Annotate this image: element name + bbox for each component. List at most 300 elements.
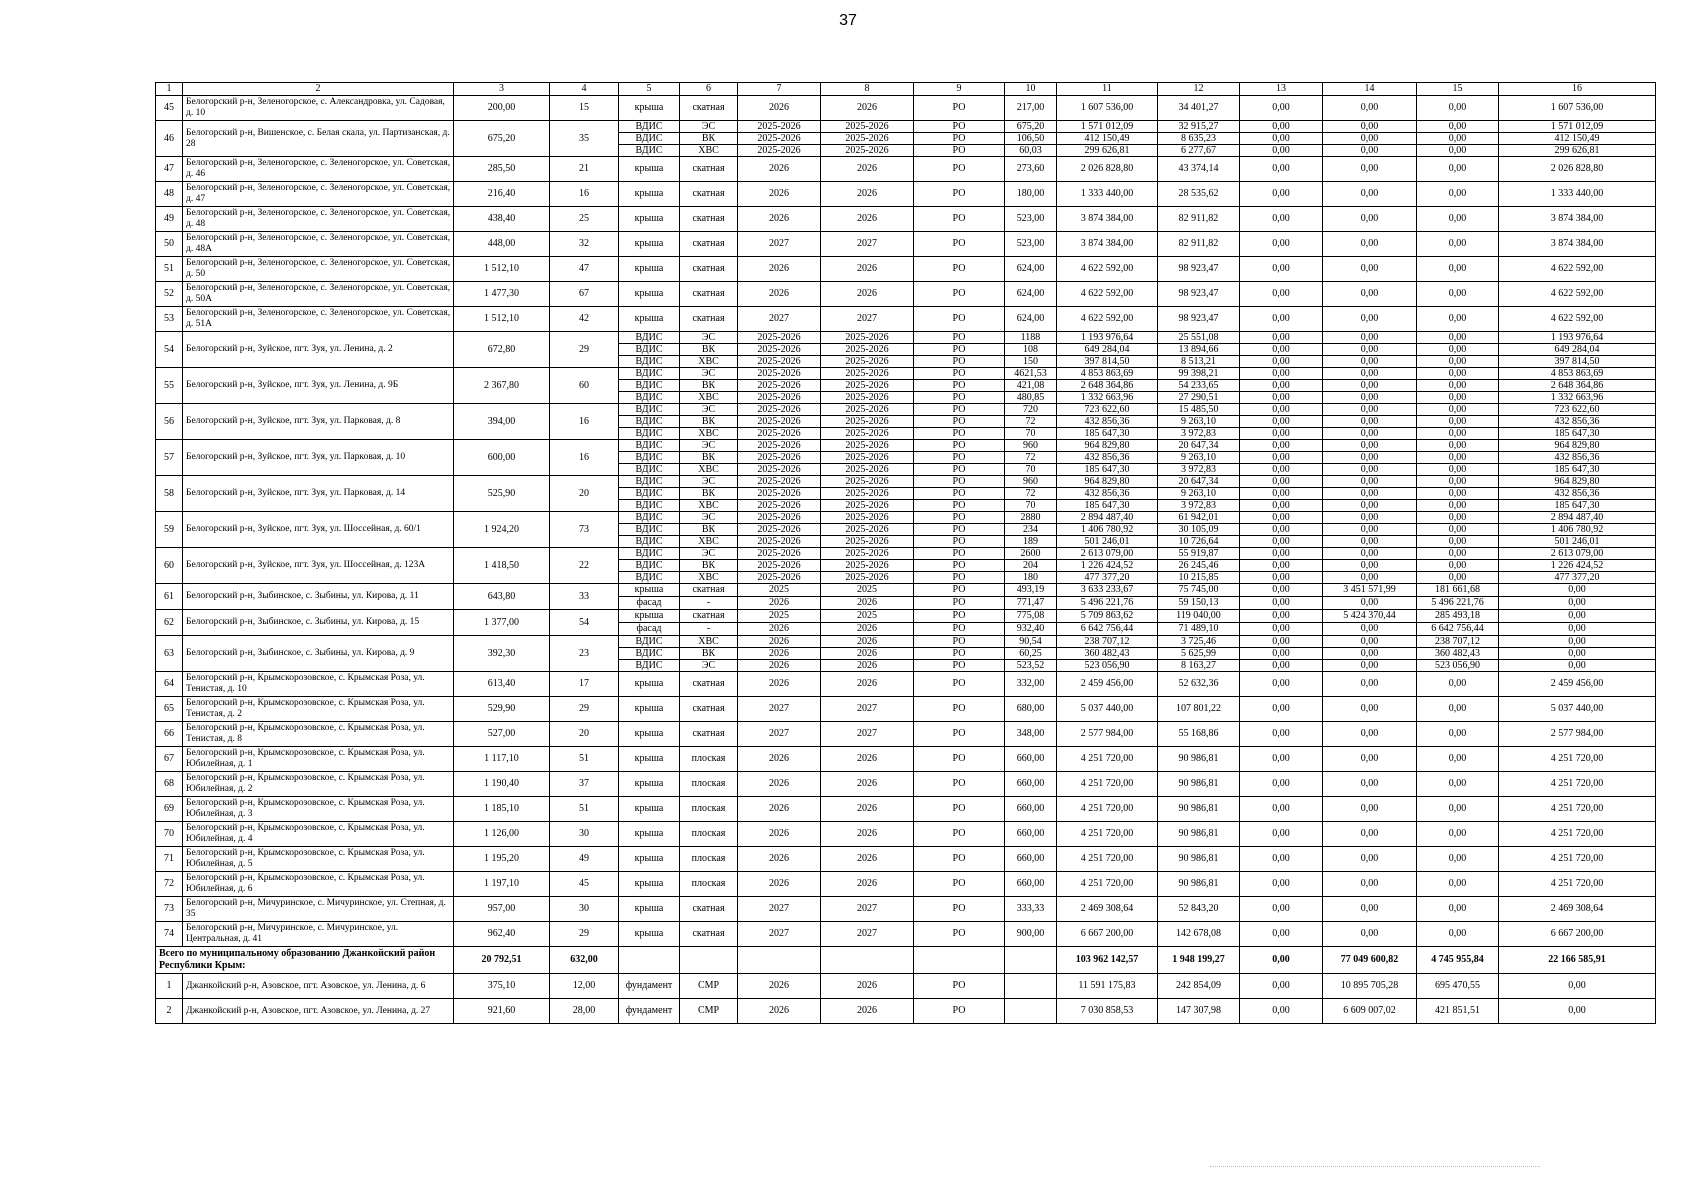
data-cell: 0,00 <box>1240 512 1323 524</box>
address-cell: Белогорский р-н, Мичуринское, с. Мичуринское, ул. Центральная, д. 41 <box>183 922 454 947</box>
address-cell: Белогорский р-н, Зуйское, пгт. Зуя, ул. Парковая, д. 14 <box>183 476 454 512</box>
data-cell: 6 642 756,44 <box>1057 623 1158 636</box>
data-cell: 0,00 <box>1240 636 1323 648</box>
area-cell: 216,40 <box>454 182 550 207</box>
data-cell: 82 911,82 <box>1158 207 1240 232</box>
data-cell: 2025-2026 <box>821 380 914 392</box>
data-cell: 106,50 <box>1005 133 1057 145</box>
data-cell: ВК <box>680 380 738 392</box>
data-cell: 0,00 <box>1417 897 1499 922</box>
data-cell: 2025-2026 <box>738 332 821 344</box>
data-cell: 2 577 984,00 <box>1499 722 1656 747</box>
residents-cell: 16 <box>550 440 619 476</box>
area-cell: 394,00 <box>454 404 550 440</box>
data-cell: 477 377,20 <box>1499 572 1656 584</box>
data-cell: ВДИС <box>619 524 680 536</box>
data-cell: 0,00 <box>1417 157 1499 182</box>
data-cell: 0,00 <box>1240 404 1323 416</box>
data-cell: 5 625,99 <box>1158 648 1240 660</box>
data-cell: 2026 <box>821 597 914 610</box>
address-cell: Белогорский р-н, Крымскорозовское, с. Крымская Роза, ул. Тенистая, д. 2 <box>183 697 454 722</box>
data-cell: 0,00 <box>1323 157 1417 182</box>
data-cell: 0,00 <box>1240 232 1323 257</box>
row-number: 66 <box>156 722 183 747</box>
data-cell: ХВС <box>680 572 738 584</box>
data-cell: 119 040,00 <box>1158 610 1240 623</box>
residents-cell: 47 <box>550 257 619 282</box>
area-cell: 957,00 <box>454 897 550 922</box>
table-row <box>156 332 1656 344</box>
data-cell: ВДИС <box>619 548 680 560</box>
data-cell: РО <box>914 524 1005 536</box>
data-cell: 2 894 487,40 <box>1499 512 1656 524</box>
row-number: 61 <box>156 584 183 610</box>
data-cell: 2 026 828,80 <box>1057 157 1158 182</box>
table-row <box>156 822 1656 847</box>
data-cell: 8 513,21 <box>1158 356 1240 368</box>
address-cell: Белогорский р-н, Зеленогорское, с. Зеленогорское, ул. Советская, д. 51А <box>183 307 454 332</box>
data-cell: 2025-2026 <box>738 392 821 404</box>
residents-cell: 12,00 <box>550 974 619 999</box>
data-cell: 348,00 <box>1005 722 1057 747</box>
table-row <box>156 232 1656 257</box>
data-cell: РО <box>914 500 1005 512</box>
data-cell: крыша <box>619 722 680 747</box>
data-cell: РО <box>914 344 1005 356</box>
total-value: 22 166 585,91 <box>1499 947 1656 974</box>
residents-cell: 33 <box>550 584 619 610</box>
data-cell: РО <box>914 257 1005 282</box>
data-cell: 2025-2026 <box>738 500 821 512</box>
row-number: 63 <box>156 636 183 672</box>
data-cell: 1 607 536,00 <box>1057 96 1158 121</box>
area-cell: 448,00 <box>454 232 550 257</box>
data-cell: 0,00 <box>1323 145 1417 157</box>
data-cell: 30 105,09 <box>1158 524 1240 536</box>
data-cell: ВДИС <box>619 368 680 380</box>
data-cell: 360 482,43 <box>1057 648 1158 660</box>
data-cell: скатная <box>680 232 738 257</box>
row-number: 64 <box>156 672 183 697</box>
data-cell: 0,00 <box>1323 96 1417 121</box>
data-cell: РО <box>914 96 1005 121</box>
data-cell: РО <box>914 722 1005 747</box>
data-cell: РО <box>914 572 1005 584</box>
data-cell: 0,00 <box>1323 560 1417 572</box>
data-cell: 0,00 <box>1323 428 1417 440</box>
data-cell: 3 451 571,99 <box>1323 584 1417 597</box>
address-cell: Белогорский р-н, Крымскорозовское, с. Крымская Роза, ул. Юбилейная, д. 3 <box>183 797 454 822</box>
area-cell: 613,40 <box>454 672 550 697</box>
data-cell: 4 622 592,00 <box>1057 307 1158 332</box>
data-cell: крыша <box>619 610 680 623</box>
data-cell: 0,00 <box>1417 452 1499 464</box>
data-cell: 0,00 <box>1417 488 1499 500</box>
data-cell: 0,00 <box>1240 476 1323 488</box>
address-cell: Белогорский р-н, Крымскорозовское, с. Крымская Роза, ул. Тенистая, д. 8 <box>183 722 454 747</box>
address-cell: Белогорский р-н, Зеленогорское, с. Зеленогорское, ул. Советская, д. 48А <box>183 232 454 257</box>
data-cell: 723 622,60 <box>1499 404 1656 416</box>
table-row <box>156 207 1656 232</box>
data-cell: 2026 <box>821 772 914 797</box>
data-cell: 4 251 720,00 <box>1499 847 1656 872</box>
data-cell: 0,00 <box>1240 488 1323 500</box>
data-cell: ВДИС <box>619 428 680 440</box>
empty-cell <box>914 947 1005 974</box>
data-cell: 0,00 <box>1240 368 1323 380</box>
data-cell: 4 251 720,00 <box>1057 772 1158 797</box>
residents-cell: 29 <box>550 332 619 368</box>
data-cell: 2026 <box>821 282 914 307</box>
data-cell: 0,00 <box>1240 464 1323 476</box>
table-row <box>156 610 1656 623</box>
data-cell: 0,00 <box>1499 610 1656 623</box>
data-cell: 5 709 863,62 <box>1057 610 1158 623</box>
data-cell: ЭС <box>680 404 738 416</box>
data-cell: СМР <box>680 999 738 1024</box>
data-cell: 0,00 <box>1240 428 1323 440</box>
data-cell: 2026 <box>821 660 914 672</box>
data-cell: 0,00 <box>1240 822 1323 847</box>
address-cell: Белогорский р-н, Крымскорозовское, с. Крымская Роза, ул. Юбилейная, д. 1 <box>183 747 454 772</box>
data-cell: 2026 <box>821 636 914 648</box>
data-cell: 0,00 <box>1417 182 1499 207</box>
data-cell: 900,00 <box>1005 922 1057 947</box>
data-cell: 2025-2026 <box>738 145 821 157</box>
data-cell: 0,00 <box>1417 232 1499 257</box>
data-cell: РО <box>914 597 1005 610</box>
data-cell: РО <box>914 404 1005 416</box>
data-cell: 0,00 <box>1240 307 1323 332</box>
data-cell: крыша <box>619 207 680 232</box>
data-cell: 82 911,82 <box>1158 232 1240 257</box>
data-cell: 0,00 <box>1323 623 1417 636</box>
data-cell: 2026 <box>738 623 821 636</box>
data-cell: 4 622 592,00 <box>1499 307 1656 332</box>
data-cell: 0,00 <box>1499 636 1656 648</box>
data-cell: 5 037 440,00 <box>1057 697 1158 722</box>
data-cell: ВДИС <box>619 121 680 133</box>
data-cell: ХВС <box>680 392 738 404</box>
data-cell: ХВС <box>680 636 738 648</box>
address-cell: Белогорский р-н, Зуйское, пгт. Зуя, ул. Ленина, д. 2 <box>183 332 454 368</box>
data-cell: 2025-2026 <box>821 368 914 380</box>
data-cell: 185 647,30 <box>1499 500 1656 512</box>
data-cell: ВДИС <box>619 404 680 416</box>
data-cell: 0,00 <box>1417 722 1499 747</box>
data-cell: РО <box>914 747 1005 772</box>
data-cell: 0,00 <box>1240 610 1323 623</box>
area-cell: 1 117,10 <box>454 747 550 772</box>
data-cell: 3 874 384,00 <box>1057 232 1158 257</box>
row-number: 71 <box>156 847 183 872</box>
data-cell: 2027 <box>738 897 821 922</box>
data-cell: 2026 <box>738 847 821 872</box>
data-cell: 4 251 720,00 <box>1499 872 1656 897</box>
data-cell: ХВС <box>680 500 738 512</box>
data-cell: 3 633 233,67 <box>1057 584 1158 597</box>
data-cell: 2025-2026 <box>738 380 821 392</box>
data-cell: 1188 <box>1005 332 1057 344</box>
data-cell: 2025-2026 <box>821 488 914 500</box>
data-cell: ВК <box>680 524 738 536</box>
data-cell: скатная <box>680 257 738 282</box>
row-number: 54 <box>156 332 183 368</box>
data-cell: 523,52 <box>1005 660 1057 672</box>
data-cell: РО <box>914 440 1005 452</box>
data-cell: РО <box>914 428 1005 440</box>
data-cell: 2 577 984,00 <box>1057 722 1158 747</box>
data-cell: 0,00 <box>1417 524 1499 536</box>
data-cell: 61 942,01 <box>1158 512 1240 524</box>
data-cell: 397 814,50 <box>1499 356 1656 368</box>
data-cell: ВДИС <box>619 560 680 572</box>
data-cell: 0,00 <box>1240 332 1323 344</box>
area-cell: 1 924,20 <box>454 512 550 548</box>
data-cell: 0,00 <box>1240 356 1323 368</box>
data-cell: 501 246,01 <box>1057 536 1158 548</box>
data-cell: 2025-2026 <box>738 452 821 464</box>
column-header: 2 <box>183 83 454 96</box>
data-cell: крыша <box>619 157 680 182</box>
data-cell: 26 245,46 <box>1158 560 1240 572</box>
data-cell: 0,00 <box>1240 145 1323 157</box>
data-cell: РО <box>914 999 1005 1024</box>
data-cell: 649 284,04 <box>1057 344 1158 356</box>
data-cell: 660,00 <box>1005 822 1057 847</box>
residents-cell: 45 <box>550 872 619 897</box>
data-cell: 0,00 <box>1417 747 1499 772</box>
data-cell: ЭС <box>680 332 738 344</box>
data-cell: 0,00 <box>1417 416 1499 428</box>
data-cell: 2025-2026 <box>821 344 914 356</box>
data-cell: 0,00 <box>1417 548 1499 560</box>
residents-cell: 21 <box>550 157 619 182</box>
address-cell: Белогорский р-н, Зеленогорское, с. Зеленогорское, ул. Советская, д. 50А <box>183 282 454 307</box>
data-cell: 0,00 <box>1240 584 1323 597</box>
data-cell: фундамент <box>619 974 680 999</box>
data-cell: 98 923,47 <box>1158 257 1240 282</box>
area-cell: 529,90 <box>454 697 550 722</box>
data-cell: РО <box>914 282 1005 307</box>
data-cell: РО <box>914 623 1005 636</box>
data-cell: 0,00 <box>1240 257 1323 282</box>
data-cell: 10 726,64 <box>1158 536 1240 548</box>
data-cell: 99 398,21 <box>1158 368 1240 380</box>
residents-cell: 32 <box>550 232 619 257</box>
empty-cell <box>680 947 738 974</box>
data-cell: фундамент <box>619 999 680 1024</box>
data-cell: 2026 <box>738 872 821 897</box>
area-cell: 1 512,10 <box>454 257 550 282</box>
data-cell: 0,00 <box>1240 648 1323 660</box>
data-cell: 0,00 <box>1417 512 1499 524</box>
data-cell: 0,00 <box>1240 847 1323 872</box>
data-cell: 285 493,18 <box>1417 610 1499 623</box>
data-cell: 0,00 <box>1323 368 1417 380</box>
area-cell: 200,00 <box>454 96 550 121</box>
data-cell: 1 607 536,00 <box>1499 96 1656 121</box>
data-cell: 660,00 <box>1005 847 1057 872</box>
data-cell: 2025-2026 <box>738 560 821 572</box>
data-cell: РО <box>914 133 1005 145</box>
data-cell: 960 <box>1005 476 1057 488</box>
data-cell: РО <box>914 610 1005 623</box>
data-cell: 421 851,51 <box>1417 999 1499 1024</box>
data-cell: РО <box>914 145 1005 157</box>
data-cell: РО <box>914 512 1005 524</box>
data-cell: 4 251 720,00 <box>1057 847 1158 872</box>
data-cell: 2025-2026 <box>821 392 914 404</box>
data-cell: 0,00 <box>1240 623 1323 636</box>
data-cell: 9 263,10 <box>1158 452 1240 464</box>
data-cell: плоская <box>680 797 738 822</box>
data-cell: 624,00 <box>1005 282 1057 307</box>
data-cell: 2026 <box>821 157 914 182</box>
row-number: 65 <box>156 697 183 722</box>
data-cell: 0,00 <box>1240 897 1323 922</box>
data-cell: 2 469 308,64 <box>1057 897 1158 922</box>
data-cell: 27 290,51 <box>1158 392 1240 404</box>
data-cell: 2026 <box>821 999 914 1024</box>
data-cell: 0,00 <box>1240 597 1323 610</box>
column-header: 9 <box>914 83 1005 96</box>
data-cell: 477 377,20 <box>1057 572 1158 584</box>
data-cell: 332,00 <box>1005 672 1057 697</box>
data-cell: 0,00 <box>1323 822 1417 847</box>
data-cell: 0,00 <box>1417 822 1499 847</box>
data-cell: крыша <box>619 822 680 847</box>
data-cell: 4 622 592,00 <box>1057 257 1158 282</box>
data-cell: 180,00 <box>1005 182 1057 207</box>
data-cell: 0,00 <box>1417 560 1499 572</box>
data-cell: 0,00 <box>1323 344 1417 356</box>
data-cell: РО <box>914 797 1005 822</box>
data-cell: СМР <box>680 974 738 999</box>
data-cell: 660,00 <box>1005 772 1057 797</box>
data-cell: 2025-2026 <box>821 404 914 416</box>
data-cell: 2026 <box>821 257 914 282</box>
table-row <box>156 121 1656 133</box>
data-cell: 2 648 364,86 <box>1499 380 1656 392</box>
data-cell: ЭС <box>680 548 738 560</box>
data-cell: 0,00 <box>1499 999 1656 1024</box>
data-cell: ВК <box>680 133 738 145</box>
data-cell: 98 923,47 <box>1158 307 1240 332</box>
data-cell: 0,00 <box>1240 747 1323 772</box>
data-cell: 0,00 <box>1417 344 1499 356</box>
data-cell: 2027 <box>738 922 821 947</box>
data-cell: 28 535,62 <box>1158 182 1240 207</box>
data-cell: крыша <box>619 96 680 121</box>
data-cell: скатная <box>680 610 738 623</box>
data-cell: 0,00 <box>1240 416 1323 428</box>
data-cell: 0,00 <box>1417 500 1499 512</box>
data-cell: ВДИС <box>619 392 680 404</box>
data-cell: 0,00 <box>1323 648 1417 660</box>
table-row <box>156 548 1656 560</box>
data-cell: 960 <box>1005 440 1057 452</box>
data-cell: РО <box>914 660 1005 672</box>
data-cell: ВДИС <box>619 512 680 524</box>
address-cell: Белогорский р-н, Зеленогорское, с. Александровка, ул. Садовая, д. 10 <box>183 96 454 121</box>
data-cell: 0,00 <box>1240 182 1323 207</box>
data-cell: ВДИС <box>619 380 680 392</box>
data-cell: 1 406 780,92 <box>1057 524 1158 536</box>
data-cell: РО <box>914 872 1005 897</box>
table-row <box>156 307 1656 332</box>
data-cell: 0,00 <box>1323 524 1417 536</box>
table-row <box>156 182 1656 207</box>
data-cell: РО <box>914 772 1005 797</box>
data-cell: 0,00 <box>1417 536 1499 548</box>
residents-cell: 16 <box>550 404 619 440</box>
data-cell: 2025-2026 <box>738 121 821 133</box>
data-cell: 2026 <box>738 648 821 660</box>
data-cell: 3 972,83 <box>1158 464 1240 476</box>
data-cell: 0,00 <box>1417 772 1499 797</box>
data-cell: скатная <box>680 584 738 597</box>
row-number: 74 <box>156 922 183 947</box>
data-cell: 501 246,01 <box>1499 536 1656 548</box>
data-cell: 2025-2026 <box>738 512 821 524</box>
scan-artifact-line <box>1210 1166 1540 1167</box>
data-cell: 4 853 863,69 <box>1057 368 1158 380</box>
data-cell: 0,00 <box>1323 747 1417 772</box>
residents-cell: 37 <box>550 772 619 797</box>
area-cell: 1 418,50 <box>454 548 550 584</box>
data-cell: 4621,53 <box>1005 368 1057 380</box>
data-cell: плоская <box>680 772 738 797</box>
data-cell: 2026 <box>738 772 821 797</box>
row-number: 57 <box>156 440 183 476</box>
data-cell: РО <box>914 356 1005 368</box>
data-cell: 2026 <box>821 207 914 232</box>
table-row <box>156 974 1656 999</box>
residents-cell: 25 <box>550 207 619 232</box>
data-cell: 0,00 <box>1240 672 1323 697</box>
data-cell: 0,00 <box>1323 392 1417 404</box>
column-header: 6 <box>680 83 738 96</box>
data-cell: 204 <box>1005 560 1057 572</box>
data-cell: 0,00 <box>1417 697 1499 722</box>
data-cell: 2025-2026 <box>738 476 821 488</box>
data-cell: 2025 <box>821 584 914 597</box>
data-cell: 0,00 <box>1240 452 1323 464</box>
data-cell: 0,00 <box>1323 847 1417 872</box>
data-cell: 2025-2026 <box>821 145 914 157</box>
data-cell: 0,00 <box>1417 872 1499 897</box>
data-cell: 2 894 487,40 <box>1057 512 1158 524</box>
data-cell: 72 <box>1005 488 1057 500</box>
address-cell: Белогорский р-н, Зуйское, пгт. Зуя, ул. Шоссейная, д. 60/1 <box>183 512 454 548</box>
data-cell: РО <box>914 974 1005 999</box>
data-cell: 10 895 705,28 <box>1323 974 1417 999</box>
data-cell: 0,00 <box>1323 660 1417 672</box>
data-cell: РО <box>914 307 1005 332</box>
data-cell: ВДИС <box>619 488 680 500</box>
page-number: 37 <box>839 12 857 29</box>
data-cell: 52 843,20 <box>1158 897 1240 922</box>
residents-cell: 29 <box>550 697 619 722</box>
address-cell: Белогорский р-н, Зеленогорское, с. Зеленогорское, ул. Советская, д. 48 <box>183 207 454 232</box>
data-cell: РО <box>914 897 1005 922</box>
area-cell: 285,50 <box>454 157 550 182</box>
table-row <box>156 157 1656 182</box>
data-cell: 2025-2026 <box>821 440 914 452</box>
data-cell: 2027 <box>738 697 821 722</box>
data-cell: 720 <box>1005 404 1057 416</box>
